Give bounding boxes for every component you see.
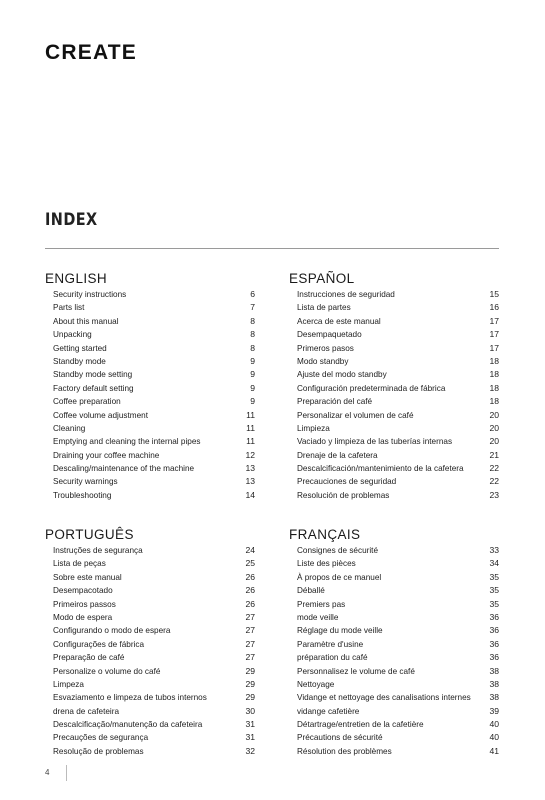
entry-label: Primeros pasos bbox=[297, 343, 354, 353]
entry-page-number: 40 bbox=[489, 732, 499, 743]
entry-label: Configurando o modo de espera bbox=[53, 626, 171, 636]
footer-divider bbox=[66, 765, 67, 781]
index-entry[interactable] bbox=[45, 557, 255, 570]
index-entry[interactable] bbox=[45, 449, 255, 462]
brand-logo: CREATE bbox=[45, 41, 137, 64]
divider-line bbox=[45, 248, 499, 249]
index-entry[interactable] bbox=[289, 665, 499, 678]
entry-page-number: 8 bbox=[250, 315, 255, 326]
entry-label: Desempaquetado bbox=[297, 330, 362, 340]
entry-label: Preparação de café bbox=[53, 653, 125, 663]
index-entry[interactable] bbox=[45, 691, 255, 704]
entry-page-number: 36 bbox=[489, 652, 499, 663]
entry-page-number: 33 bbox=[489, 545, 499, 555]
entry-page-number: 23 bbox=[489, 489, 499, 500]
entry-page-number: 16 bbox=[489, 302, 499, 313]
entry-page-number: 18 bbox=[489, 355, 499, 366]
entry-label: Descalcificación/mantenimiento de la cafetera bbox=[297, 464, 464, 474]
entries-english bbox=[45, 288, 255, 502]
entry-page-number: 24 bbox=[245, 545, 255, 555]
entry-label: Coffee preparation bbox=[53, 397, 121, 407]
entry-label: Acerca de este manual bbox=[297, 316, 381, 326]
section-title-espanol: ESPAÑOL bbox=[289, 271, 355, 286]
entry-page-number: 8 bbox=[250, 329, 255, 340]
section-title-francais: FRANÇAIS bbox=[289, 527, 361, 542]
index-entry[interactable] bbox=[45, 678, 255, 691]
index-entry[interactable] bbox=[45, 624, 255, 637]
index-entry[interactable] bbox=[45, 355, 255, 368]
entry-page-number: 13 bbox=[245, 463, 255, 474]
entry-label: Résolution des problèmes bbox=[297, 746, 392, 756]
entry-page-number: 17 bbox=[489, 342, 499, 353]
entry-page-number: 38 bbox=[489, 678, 499, 689]
index-entry[interactable] bbox=[289, 475, 499, 488]
entry-page-number: 6 bbox=[250, 289, 255, 299]
index-entry[interactable] bbox=[289, 731, 499, 744]
index-entry[interactable] bbox=[45, 651, 255, 664]
entry-label: Primeiros passos bbox=[53, 599, 116, 609]
entry-page-number: 11 bbox=[246, 436, 255, 447]
entry-label: Nettoyage bbox=[297, 679, 335, 689]
index-entry[interactable] bbox=[289, 422, 499, 435]
entry-page-number: 36 bbox=[489, 625, 499, 636]
index-entry[interactable] bbox=[289, 598, 499, 611]
entry-label: Preparación del café bbox=[297, 397, 373, 407]
entry-page-number: 8 bbox=[250, 342, 255, 353]
entry-label: Configurações de fábrica bbox=[53, 639, 145, 649]
index-entry[interactable] bbox=[289, 705, 499, 718]
entry-label: Instruções de segurança bbox=[53, 546, 143, 555]
index-entry[interactable] bbox=[45, 489, 255, 502]
index-entry[interactable] bbox=[289, 328, 499, 341]
entry-page-number: 9 bbox=[250, 396, 255, 407]
entry-label: Détartrage/entretien de la cafetière bbox=[297, 720, 424, 730]
entry-page-number: 31 bbox=[245, 719, 255, 730]
entry-page-number: 34 bbox=[489, 558, 499, 569]
index-entry[interactable] bbox=[45, 368, 255, 381]
entry-label: Emptying and cleaning the internal pipes bbox=[53, 437, 201, 447]
entry-page-number: 26 bbox=[245, 598, 255, 609]
index-entry[interactable] bbox=[289, 435, 499, 448]
entry-page-number: 15 bbox=[489, 289, 499, 299]
entry-label: Sobre este manual bbox=[53, 572, 122, 582]
index-entry[interactable] bbox=[289, 382, 499, 395]
section-title-english: ENGLISH bbox=[45, 271, 108, 286]
entry-label: Security instructions bbox=[53, 290, 127, 299]
entry-label: Lista de peças bbox=[53, 559, 106, 569]
entry-label: Descaling/maintenance of the machine bbox=[53, 464, 195, 474]
entry-page-number: 20 bbox=[489, 422, 499, 433]
entry-page-number: 26 bbox=[245, 585, 255, 596]
entry-page-number: 9 bbox=[250, 355, 255, 366]
index-entry[interactable] bbox=[289, 315, 499, 328]
entry-label: Resolución de problemas bbox=[297, 490, 390, 500]
entry-label: Précautions de sécurité bbox=[297, 733, 383, 743]
index-entry[interactable] bbox=[289, 409, 499, 422]
entry-label: Personnalisez le volume de café bbox=[297, 666, 415, 676]
entry-label: Descalcificação/manutenção da cafeteira bbox=[53, 720, 203, 730]
entry-label: Esvaziamento e limpeza de tubos internos bbox=[53, 693, 207, 703]
section-espanol bbox=[289, 270, 499, 502]
index-entry[interactable] bbox=[45, 395, 255, 408]
entry-page-number: 29 bbox=[245, 678, 255, 689]
entry-label: Vidange et nettoyage des canalisations internes bbox=[297, 693, 471, 703]
entry-label: drena de cafeteira bbox=[53, 706, 119, 716]
index-entry[interactable] bbox=[289, 449, 499, 462]
index-entry[interactable] bbox=[45, 342, 255, 355]
index-entry[interactable] bbox=[289, 355, 499, 368]
entry-page-number: 21 bbox=[489, 449, 499, 460]
entry-label: Precauciones de seguridad bbox=[297, 477, 397, 487]
entry-label: Liste des pièces bbox=[297, 559, 356, 569]
entries-espanol bbox=[289, 288, 499, 502]
index-entry[interactable] bbox=[289, 745, 499, 758]
entry-label: Draining your coffee machine bbox=[53, 450, 160, 460]
entry-label: Desempacotado bbox=[53, 586, 113, 596]
index-entry[interactable] bbox=[45, 745, 255, 758]
entry-page-number: 22 bbox=[489, 476, 499, 487]
entry-page-number: 32 bbox=[245, 745, 255, 756]
index-entry[interactable] bbox=[45, 328, 255, 341]
entry-label: Personalize o volume do café bbox=[53, 666, 161, 676]
entry-label: Security warnings bbox=[53, 477, 118, 487]
entry-label: préparation du café bbox=[297, 653, 368, 663]
index-entry[interactable] bbox=[289, 624, 499, 637]
entry-page-number: 20 bbox=[489, 409, 499, 420]
index-entry[interactable] bbox=[45, 301, 255, 314]
entry-page-number: 25 bbox=[245, 558, 255, 569]
index-entry[interactable] bbox=[45, 475, 255, 488]
index-entry[interactable] bbox=[45, 315, 255, 328]
entry-label: Getting started bbox=[53, 343, 107, 353]
entry-page-number: 38 bbox=[489, 665, 499, 676]
entry-page-number: 29 bbox=[245, 665, 255, 676]
entry-page-number: 35 bbox=[489, 598, 499, 609]
entry-label: Paramètre d'usine bbox=[297, 639, 364, 649]
entry-label: Standby mode bbox=[53, 356, 106, 366]
entry-page-number: 11 bbox=[246, 409, 255, 420]
index-entry[interactable] bbox=[45, 718, 255, 731]
entry-label: Precauções de segurança bbox=[53, 733, 149, 743]
entry-page-number: 18 bbox=[489, 396, 499, 407]
entry-page-number: 27 bbox=[245, 652, 255, 663]
section-english bbox=[45, 270, 255, 502]
index-entry[interactable] bbox=[289, 544, 499, 557]
index-entry[interactable] bbox=[45, 544, 255, 557]
index-entry[interactable] bbox=[45, 382, 255, 395]
index-entry[interactable] bbox=[289, 301, 499, 314]
section-francais bbox=[289, 526, 499, 758]
entry-page-number: 31 bbox=[245, 732, 255, 743]
entry-page-number: 39 bbox=[489, 705, 499, 716]
index-entry[interactable] bbox=[45, 584, 255, 597]
entry-page-number: 27 bbox=[245, 611, 255, 622]
entry-label: Configuración predeterminada de fábrica bbox=[297, 383, 446, 393]
entry-label: À propos de ce manuel bbox=[297, 572, 382, 582]
index-entry[interactable] bbox=[289, 651, 499, 664]
entry-page-number: 27 bbox=[245, 625, 255, 636]
index-entry[interactable] bbox=[289, 718, 499, 731]
index-entry[interactable] bbox=[289, 571, 499, 584]
entry-label: Réglage du mode veille bbox=[297, 626, 383, 636]
entry-page-number: 13 bbox=[245, 476, 255, 487]
entry-page-number: 17 bbox=[489, 315, 499, 326]
entry-label: Instrucciones de seguridad bbox=[297, 290, 395, 299]
entry-page-number: 7 bbox=[250, 302, 255, 313]
entry-page-number: 12 bbox=[245, 449, 255, 460]
entry-page-number: 26 bbox=[245, 571, 255, 582]
entry-page-number: 40 bbox=[489, 719, 499, 730]
index-entry[interactable] bbox=[289, 638, 499, 651]
index-entry[interactable] bbox=[45, 409, 255, 422]
index-entry[interactable] bbox=[45, 422, 255, 435]
entry-page-number: 9 bbox=[250, 369, 255, 380]
entry-page-number: 11 bbox=[246, 422, 255, 433]
entry-label: Drenaje de la cafetera bbox=[297, 450, 378, 460]
index-entry[interactable] bbox=[289, 462, 499, 475]
entry-page-number: 27 bbox=[245, 638, 255, 649]
index-entry[interactable] bbox=[289, 611, 499, 624]
entry-label: vidange cafetière bbox=[297, 706, 360, 716]
section-title-portugues: PORTUGUÊS bbox=[45, 527, 134, 542]
entry-page-number: 18 bbox=[489, 369, 499, 380]
entry-page-number: 20 bbox=[489, 436, 499, 447]
index-entry[interactable] bbox=[45, 638, 255, 651]
entries-francais bbox=[289, 544, 499, 758]
entry-label: Limpieza bbox=[297, 423, 330, 433]
index-entry[interactable] bbox=[45, 462, 255, 475]
entry-page-number: 36 bbox=[489, 611, 499, 622]
entry-label: Déballé bbox=[297, 586, 325, 596]
index-entry[interactable] bbox=[289, 678, 499, 691]
entry-page-number: 41 bbox=[489, 745, 499, 756]
page-number: 4 bbox=[45, 768, 50, 777]
index-entry[interactable] bbox=[45, 288, 255, 301]
index-entry[interactable] bbox=[45, 435, 255, 448]
index-entry[interactable] bbox=[289, 489, 499, 502]
entry-page-number: 9 bbox=[250, 382, 255, 393]
entry-label: Cleaning bbox=[53, 423, 86, 433]
entry-page-number: 22 bbox=[489, 463, 499, 474]
entry-label: Troubleshooting bbox=[53, 490, 112, 500]
entry-page-number: 14 bbox=[245, 489, 255, 500]
index-entry[interactable] bbox=[289, 342, 499, 355]
entry-label: Resolução de problemas bbox=[53, 746, 144, 756]
entry-label: Premiers pas bbox=[297, 599, 346, 609]
index-entry[interactable] bbox=[289, 557, 499, 570]
entry-label: Vaciado y limpieza de las tuberías internas bbox=[297, 437, 453, 447]
index-entry[interactable] bbox=[289, 288, 499, 301]
entry-page-number: 18 bbox=[489, 382, 499, 393]
entry-page-number: 35 bbox=[489, 585, 499, 596]
entry-label: Factory default setting bbox=[53, 383, 134, 393]
index-entry[interactable] bbox=[289, 368, 499, 381]
entry-label: mode veille bbox=[297, 612, 339, 622]
index-entry[interactable] bbox=[45, 611, 255, 624]
entry-label: Limpeza bbox=[53, 679, 84, 689]
section-portugues bbox=[45, 526, 255, 758]
entry-page-number: 38 bbox=[489, 692, 499, 703]
entry-page-number: 35 bbox=[489, 571, 499, 582]
index-title: INDEX bbox=[45, 210, 98, 230]
index-entry[interactable] bbox=[45, 598, 255, 611]
entry-page-number: 17 bbox=[489, 329, 499, 340]
index-entry[interactable] bbox=[45, 665, 255, 678]
index-entry[interactable] bbox=[289, 691, 499, 704]
entry-label: Modo de espera bbox=[53, 612, 113, 622]
entry-label: Modo standby bbox=[297, 356, 349, 366]
entry-label: Standby mode setting bbox=[53, 370, 133, 380]
index-entry[interactable] bbox=[289, 584, 499, 597]
index-entry[interactable] bbox=[45, 705, 255, 718]
index-entry[interactable] bbox=[45, 731, 255, 744]
entry-label: Personalizar el volumen de café bbox=[297, 410, 414, 420]
entry-label: Coffee volume adjustment bbox=[53, 410, 148, 420]
entry-label: Lista de partes bbox=[297, 303, 351, 313]
entry-label: Unpacking bbox=[53, 330, 92, 340]
entry-label: Consignes de sécurité bbox=[297, 546, 379, 555]
entries-portugues bbox=[45, 544, 255, 758]
entry-label: Ajuste del modo standby bbox=[297, 370, 387, 380]
entry-page-number: 30 bbox=[245, 705, 255, 716]
index-entry[interactable] bbox=[45, 571, 255, 584]
entry-page-number: 36 bbox=[489, 638, 499, 649]
entry-label: Parts list bbox=[53, 303, 85, 313]
index-entry[interactable] bbox=[289, 395, 499, 408]
entry-page-number: 29 bbox=[245, 692, 255, 703]
entry-label: About this manual bbox=[53, 316, 119, 326]
